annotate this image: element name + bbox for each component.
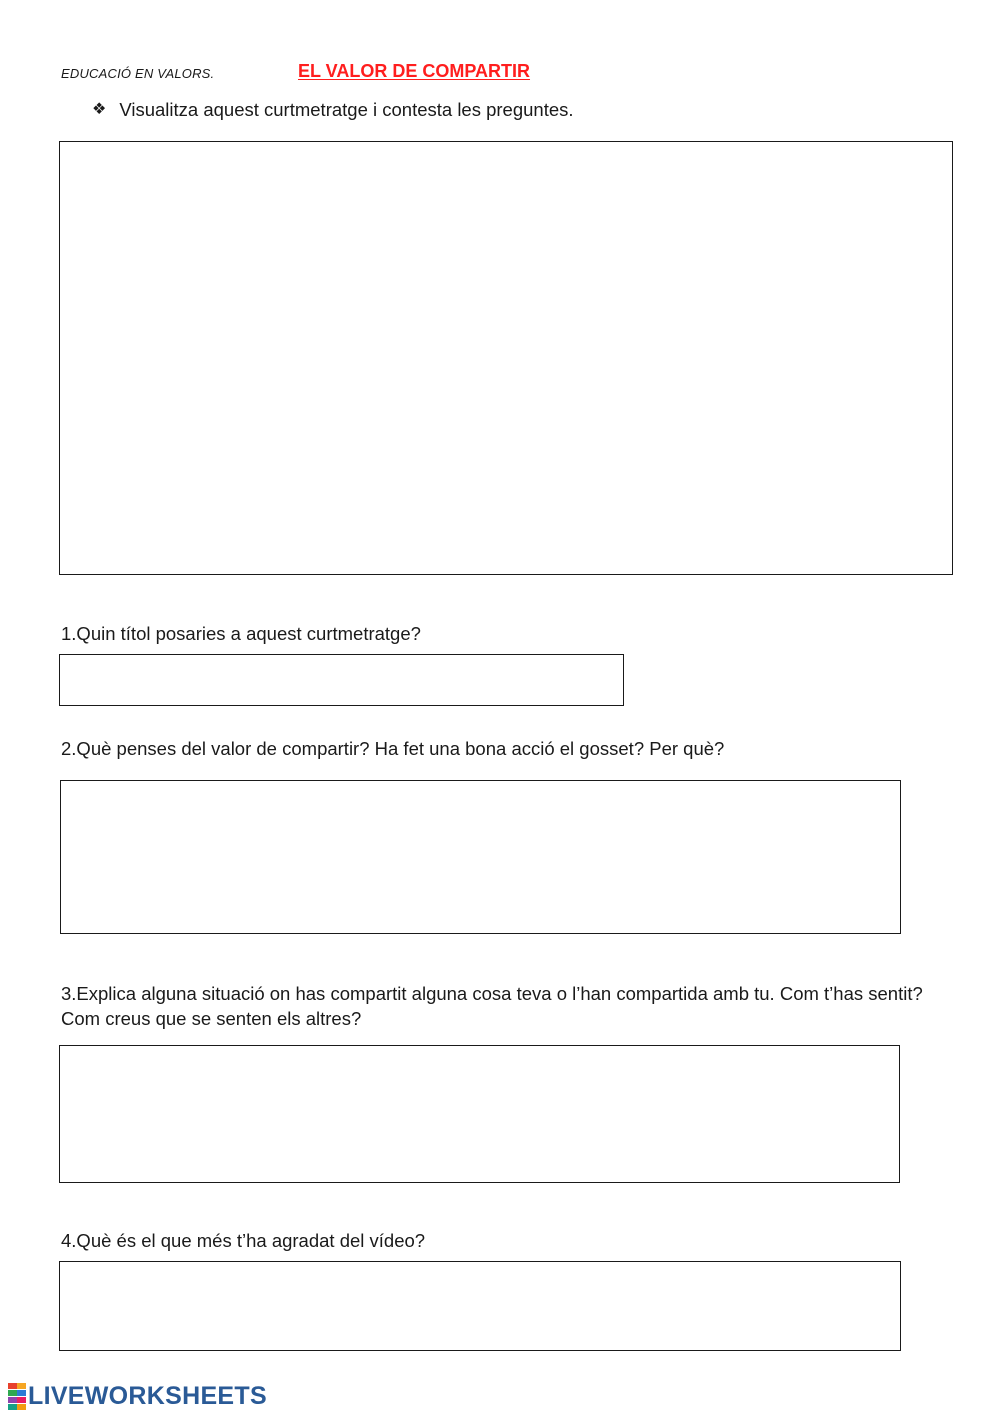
- diamond-bullet-icon: ❖: [92, 101, 107, 118]
- answer-3-input[interactable]: [59, 1045, 900, 1183]
- worksheet-title: EL VALOR DE COMPARTIR: [298, 61, 531, 81]
- question-2: 2.Què penses del valor de compartir? Ha fet una bona acció el gosset? Per què?: [61, 738, 725, 759]
- question-1: 1.Quin títol posaries a aquest curtmetratge?: [61, 623, 421, 644]
- brand-name: LIVEWORKSHEETS: [28, 1381, 267, 1410]
- instruction-text: Visualitza aquest curtmetratge i contesta les preguntes.: [119, 99, 574, 120]
- question-3: 3.Explica alguna situació on has compartit alguna cosa teva o l’han compartida amb tu. Com t’has sentit? Com creus que se senten els altres?: [61, 983, 923, 1029]
- answer-1-input[interactable]: [59, 654, 624, 706]
- answer-2-input[interactable]: [60, 780, 901, 934]
- liveworksheets-brand: [8, 1381, 267, 1411]
- answer-4-input[interactable]: [59, 1261, 901, 1351]
- subject-label: EDUCACIÓ EN VALORS.: [61, 66, 215, 81]
- video-embed-frame[interactable]: [59, 141, 953, 575]
- liveworksheets-logo-icon: [8, 1383, 26, 1409]
- question-4: 4.Què és el que més t’ha agradat del vídeo?: [61, 1230, 426, 1251]
- instruction: [92, 99, 574, 121]
